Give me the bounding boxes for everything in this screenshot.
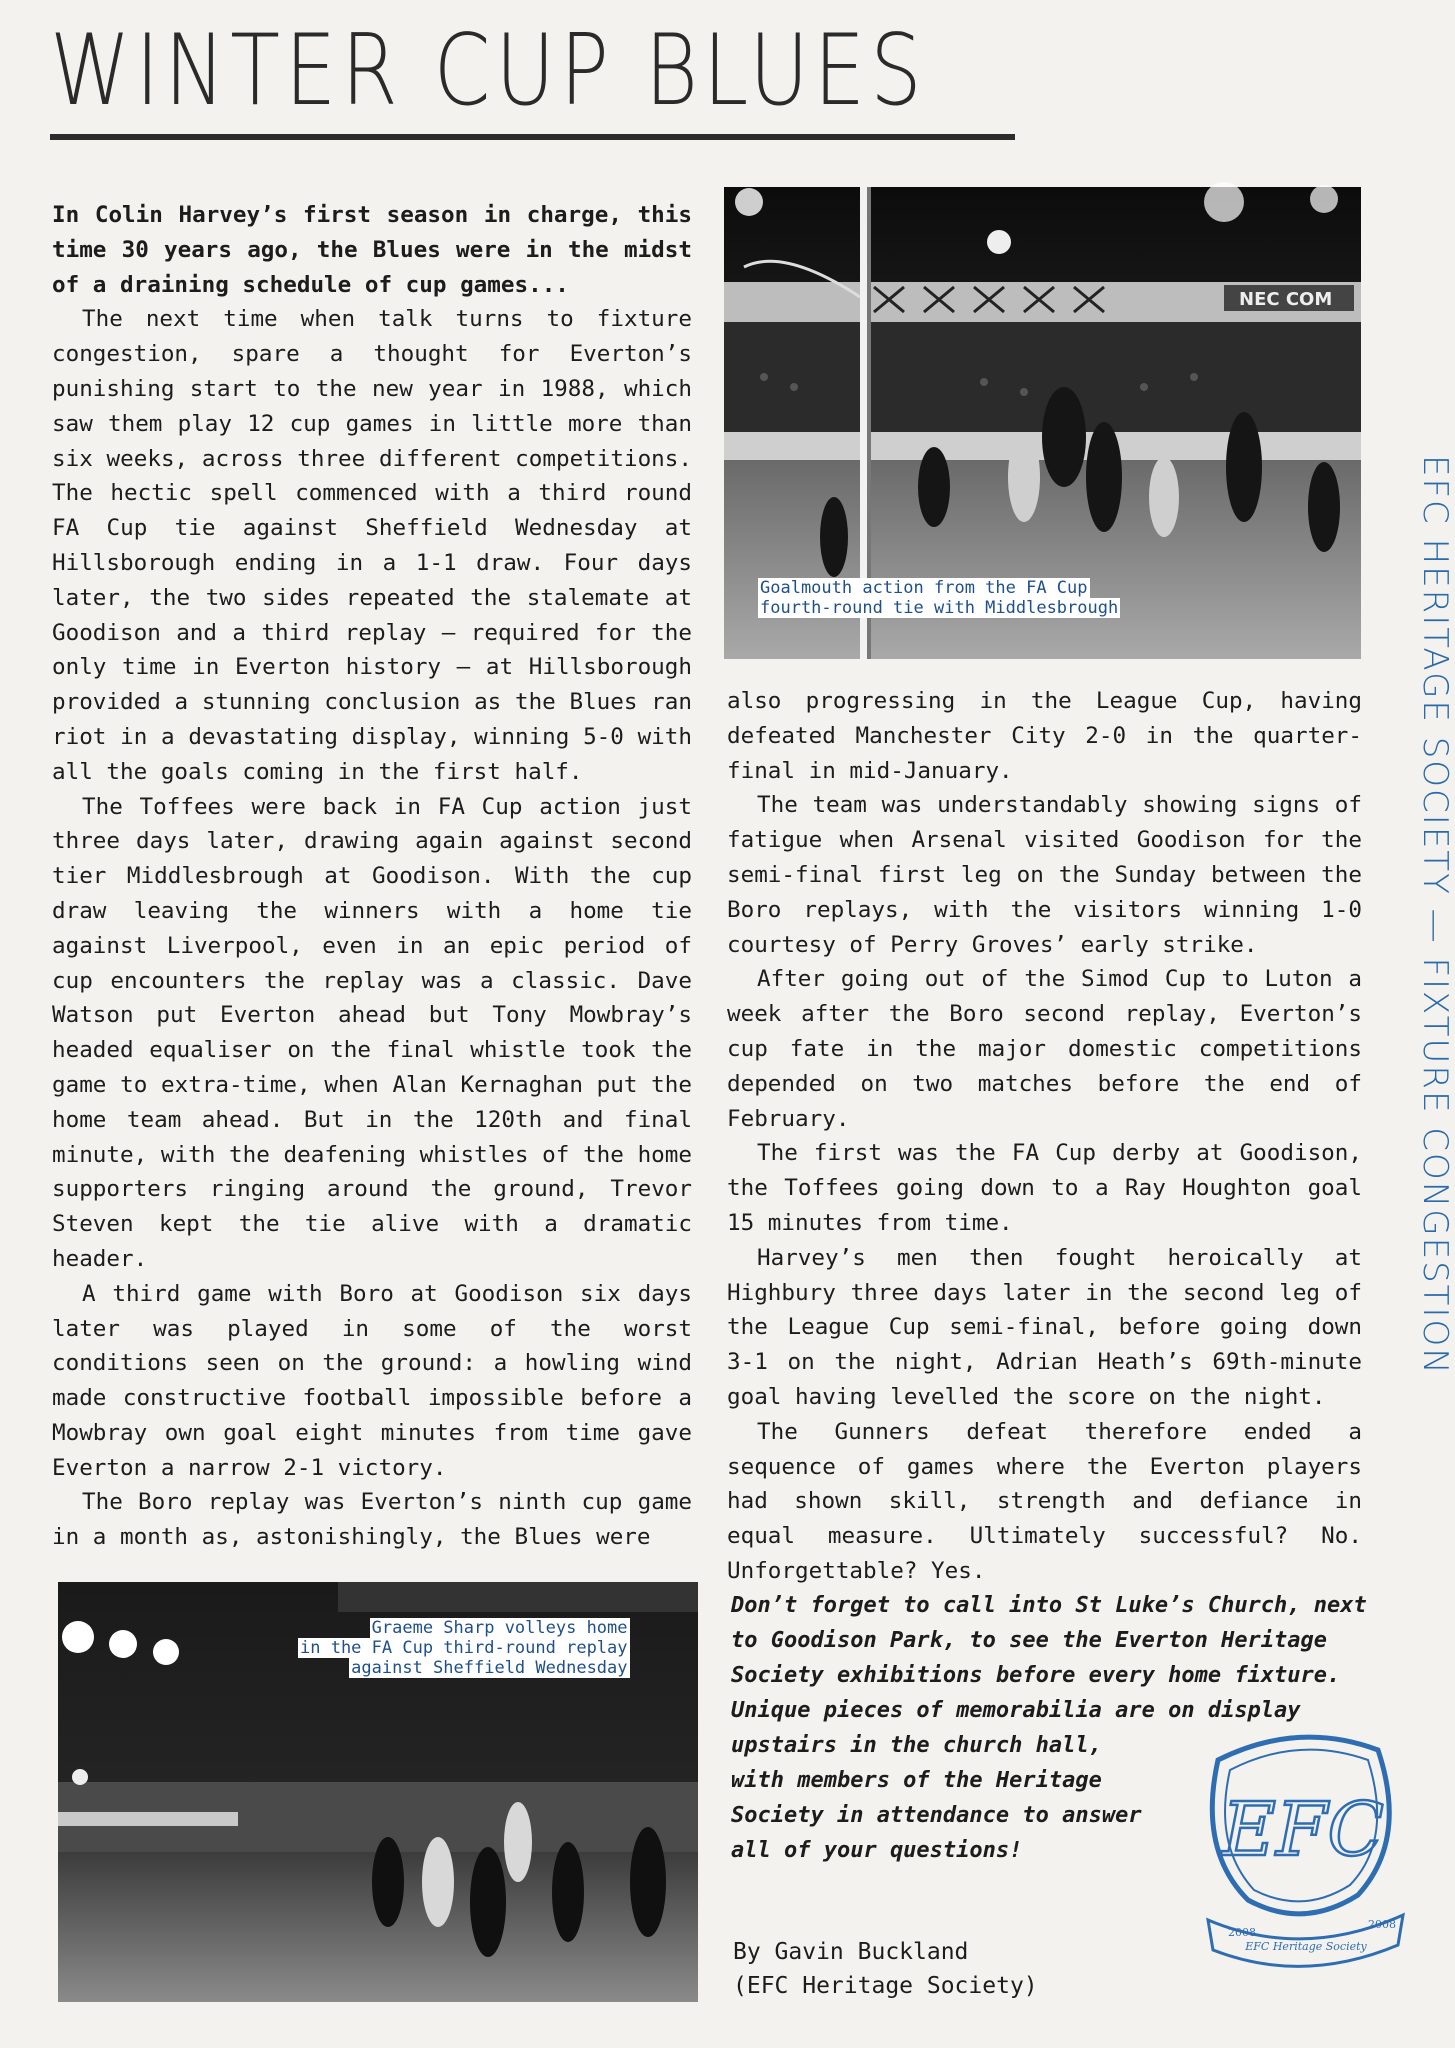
- stadium-board-text: NEC COM: [1239, 289, 1333, 310]
- promo-line: upstairs in the church hall,: [731, 1733, 1102, 1758]
- page-title: WINTER CUP BLUES: [50, 14, 927, 128]
- left-column: [52, 198, 692, 1555]
- caption-line: fourth-round tie with Middlesbrough: [760, 598, 1119, 618]
- body-paragraph: The Boro replay was Everton’s ninth cup game in a month as, astonishingly, the Blues were: [52, 1489, 692, 1551]
- body-paragraph: also progressing in the League Cup, having defeated Manchester City 2-0 in the quarter-final in mid-January.: [727, 688, 1362, 784]
- photo-bottom-caption: [298, 1618, 630, 1678]
- right-column: [727, 684, 1362, 1589]
- body-paragraph: The Gunners defeat therefore ended a sequence of games where the Everton players had shown skill, strength and defiance in equal measure. Ultimately successful? No. Unforgettable? Yes.: [727, 1418, 1362, 1584]
- author-name: By Gavin Buckland: [733, 1939, 969, 1965]
- title-underline: [50, 134, 1015, 140]
- body-paragraph: After going out of the Simod Cup to Luton a week after the Boro second replay, Everton’s cup fate in the major domestic competitions depended on two matches before the end of February.: [727, 966, 1362, 1132]
- photo-top-caption: [758, 578, 1120, 618]
- crest-banner-text: EFC Heritage Society: [1245, 1940, 1367, 1953]
- promo-line: to Goodison Park, to see the Everton Heritage: [731, 1628, 1328, 1653]
- crest-monogram: EFC: [1222, 1787, 1384, 1873]
- body-paragraph: A third game with Boro at Goodison six days later was played in some of the worst conditions seen on the ground: a howling wind made constructive football impossible before a Mowbray own goal eight minutes from time gave Everton a narrow 2-1 victory.: [52, 1280, 692, 1481]
- body-paragraph: Harvey’s men then fought heroically at Highbury three days later in the second leg of the League Cup semi-final, before going down 3-1 on the night, Adrian Heath’s 69th-minute goal having levelled the score on the night.: [727, 1244, 1362, 1410]
- body-paragraph: The team was understandably showing signs of fatigue when Arsenal visited Goodison for the semi-final first leg on the Sunday between the Boro replays, with the visitors winning 1-0 courtesy of Perry Groves’ early strike.: [727, 792, 1362, 958]
- author-org: (EFC Heritage Society): [733, 1973, 1038, 1999]
- efc-crest-icon: [1188, 1720, 1418, 1970]
- heritage-society-logo: [1188, 1720, 1418, 1970]
- side-section-label: EFC HERITAGE SOCIETY — FIXTURE CONGESTION: [1415, 455, 1455, 1376]
- caption-line: Graeme Sharp volleys home: [371, 1618, 628, 1638]
- body-paragraph: The Toffees were back in FA Cup action just three days later, drawing again against second tier Middlesbrough at Goodison. With the cup draw leaving the winners with a home tie against Liverpool, even in an epic period of cup encounters the replay was a classic. Dave Watson put Everton ahead but Tony Mowbray’s headed equaliser on the final whistle took the game to extra-time, when Alan Kernaghan put the home team ahead. But in the 120th and final minute, with the deafening whistles of the home supporters ringing around the ground, Trevor Steven kept the tie alive with a dramatic header.: [52, 793, 692, 1272]
- promo-line: Society exhibitions before every home fixture.: [731, 1663, 1341, 1688]
- promo-line: with members of the Heritage: [731, 1768, 1102, 1793]
- caption-line: in the FA Cup third-round replay: [300, 1638, 628, 1658]
- promo-line: Don’t forget to call into St Luke’s Church, next: [731, 1593, 1367, 1618]
- body-paragraph: The first was the FA Cup derby at Goodison, the Toffees going down to a Ray Houghton goal 15 minutes from time.: [727, 1140, 1362, 1236]
- crest-year-right: 2008: [1368, 1918, 1396, 1931]
- crest-year-left: 2008: [1228, 1926, 1256, 1939]
- body-paragraph: The next time when talk turns to fixture congestion, spare a thought for Everton’s punishing start to the new year in 1988, which saw them play 12 cup games in little more than six weeks, across three different competitions. The hectic spell commenced with a third round FA Cup tie against Sheffield Wednesday at Hillsborough ending in a 1-1 draw. Four days later, the two sides repeated the stalemate at Goodison and a third replay – required for the only time in Everton history – at Hillsborough provided a stunning conclusion as the Blues ran riot in a devastating display, winning 5-0 with all the goals coming in the first half.: [52, 306, 692, 785]
- promo-line: Unique pieces of memorabilia are on display: [731, 1698, 1301, 1723]
- caption-line: Goalmouth action from the FA Cup: [760, 578, 1088, 598]
- caption-line: against Sheffield Wednesday: [351, 1658, 628, 1678]
- promo-line: all of your questions!: [731, 1838, 1023, 1863]
- intro-paragraph: In Colin Harvey’s first season in charge, this time 30 years ago, the Blues were in the midst of a draining schedule of cup games...: [52, 202, 692, 298]
- promo-line: Society in attendance to answer: [731, 1803, 1142, 1828]
- byline: [733, 1935, 1038, 2003]
